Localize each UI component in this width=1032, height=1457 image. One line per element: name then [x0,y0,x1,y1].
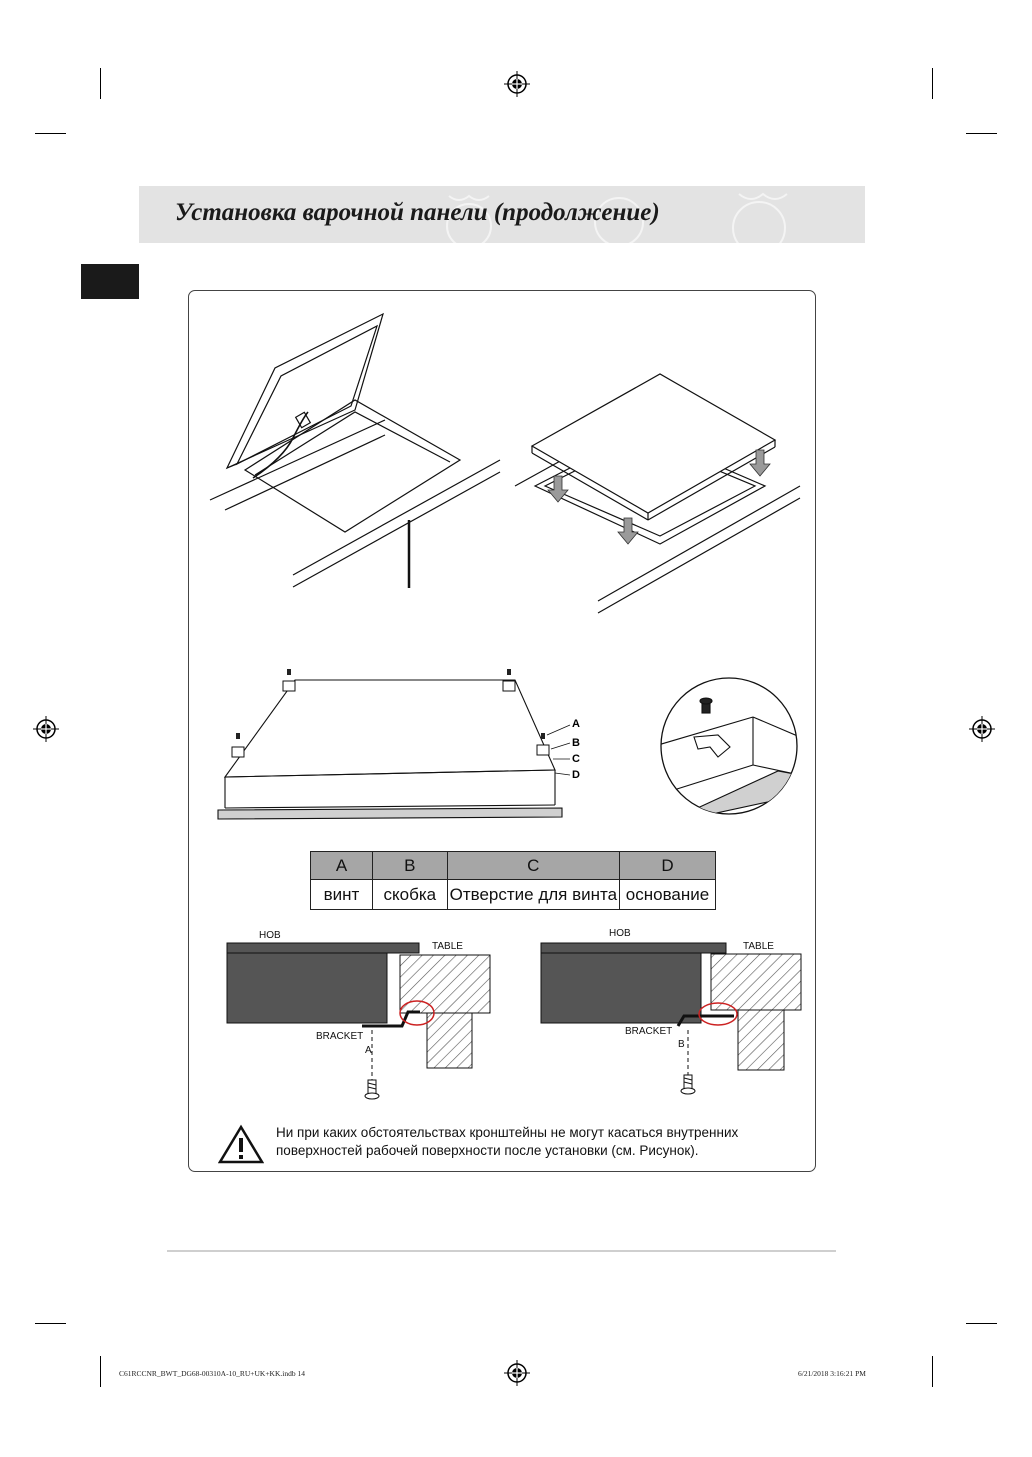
callout-label-d: D [572,769,580,781]
table-header-row [311,852,716,880]
table-row [311,880,716,910]
table-header-cell: B [373,852,448,880]
table-cell: Отверстие для винта [447,880,619,910]
hob-label-left: HOB [259,930,281,941]
hob-placement-figure [510,368,810,618]
table-cell: скобка [373,880,448,910]
warning-triangle-icon [218,1124,264,1164]
crop-mark [966,133,997,134]
footer-timestamp: 6/21/2018 3:16:21 PM [798,1369,866,1378]
crop-mark [35,1323,66,1324]
parts-table [310,851,716,910]
crop-mark [932,68,933,99]
table-cell: основание [620,880,716,910]
table-label-left: TABLE [432,941,463,952]
registration-mark-icon [33,716,59,742]
table-header-cell: D [620,852,716,880]
bracket-section-right-figure [538,938,808,1103]
crop-mark [932,1356,933,1387]
bracket-label-left: BRACKET [316,1031,364,1042]
crop-mark [100,68,101,99]
registration-mark-icon [504,1360,530,1386]
footer-file-info: C61RCCNR_BWT_DG68-00310A-10_RU+UK+KK.indb 14 [119,1369,305,1378]
screw-icon [681,1075,695,1094]
crop-mark [966,1323,997,1324]
table-cell: винт [311,880,373,910]
crop-mark [100,1356,101,1387]
registration-mark-icon [504,71,530,97]
warning-text: Ни при каких обстоятельствах кронштейны не могут касаться внутренних поверхностей рабочей поверхности после установки (см. Рисунок). [276,1125,739,1158]
callout-label-a: A [572,718,580,730]
bracket-section-left-figure [222,940,502,1110]
hob-insertion-figure [205,300,505,590]
bracket-label-right: BRACKET [625,1026,673,1037]
footer-divider [167,1250,836,1252]
callout-label-c: C [572,753,580,765]
marker-label-b: B [678,1039,685,1050]
crop-mark [35,133,66,134]
page-title: Установка варочной панели (продолжение) [175,199,660,226]
bracket-layout-figure [215,665,575,825]
bracket-detail-zoom-figure [658,675,800,817]
marker-label-a: A [365,1045,372,1056]
hob-label-right: HOB [609,928,631,939]
table-header-cell: C [447,852,619,880]
callout-label-b: B [572,737,580,749]
table-header-cell: A [311,852,373,880]
table-label-right: TABLE [743,941,774,952]
screw-icon [365,1080,379,1099]
section-tab-marker [81,264,139,299]
registration-mark-icon [969,716,995,742]
